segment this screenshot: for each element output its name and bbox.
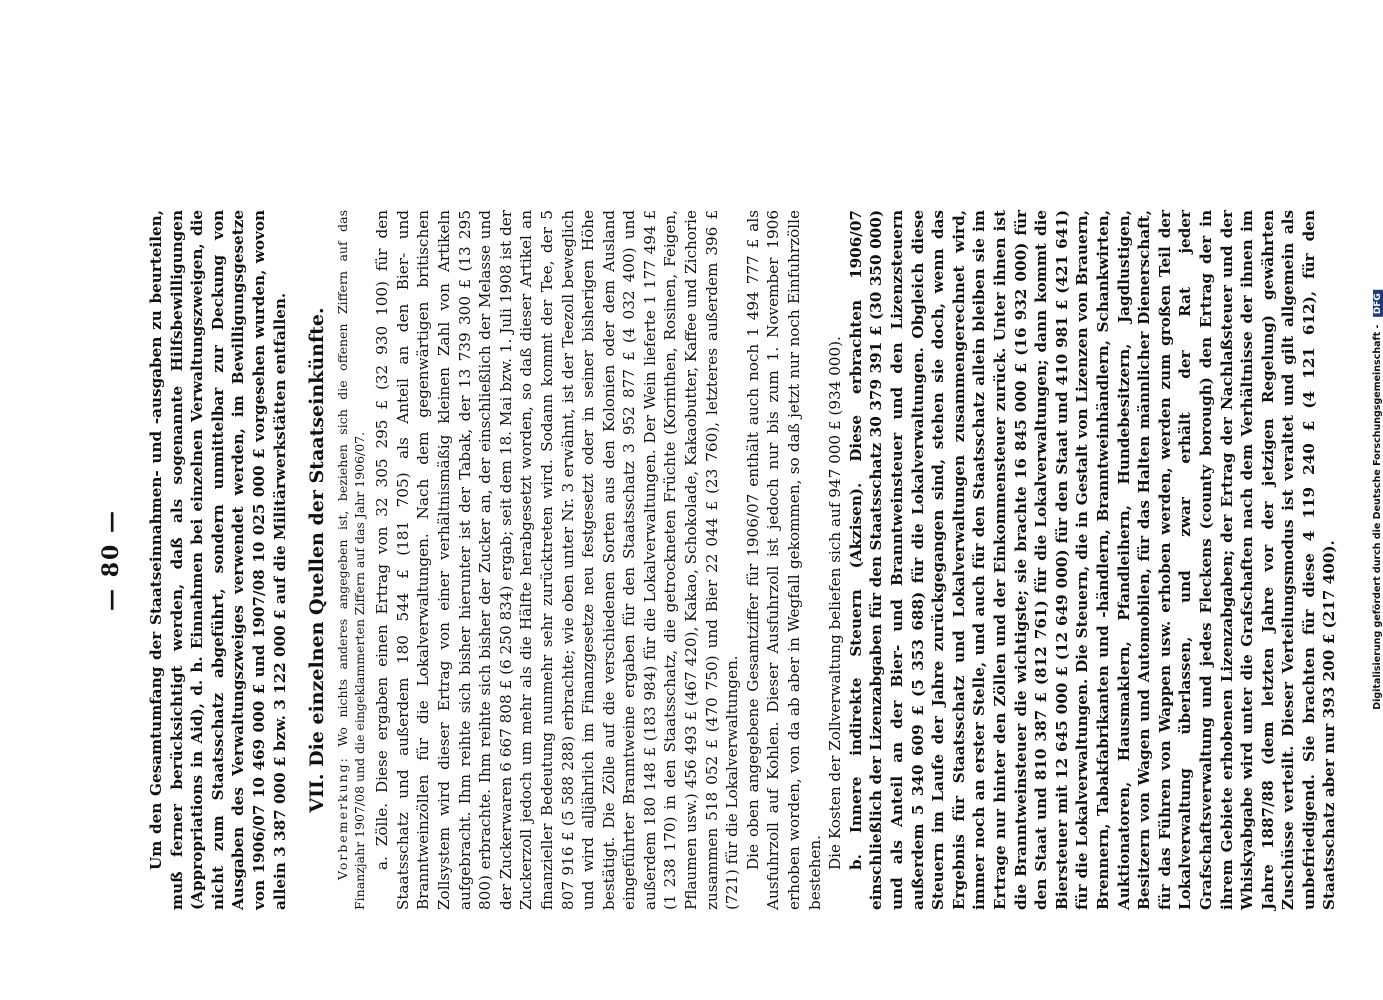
note-label: Vorbemerkung: <box>335 756 351 880</box>
paragraph-export-duty: Die oben angegebene Gesamtziffer für 1906/07 enthält auch noch 1 494 777 £ als Ausfuhrzoll auf Kohlen. Dieser Ausfuhrzoll ist jedoch nur bis zum 1. November 1906 erhoben worden, von da ab aber in Wegfall gekommen, so daß jetzt nur noch Einfuhrzölle bestehen. <box>743 210 824 910</box>
page-number: — 80 — <box>98 509 124 611</box>
credit-text: Digitalisierung gefördert durch die Deutsche Forschungsgemeinschaft - <box>1372 324 1383 710</box>
paragraph-customs: a. Zölle. Diese ergaben einen Ertrag von 32 305 295 £ (32 930 100) für den Staatsschatz und außerdem 180 544 £ (181 705) als Anteil an den Bier- und Branntweinzöllen für die Lokalverwaltungen. Nach dem gegenwärtigen britischen Zollsystem wird dieser Ertrag von einer verhältnismäßig kleinen Zahl von Artikeln aufgebracht. Ihm reihte sich bisher hierunter ist der Tabak, der 13 739 300 £ (13 295 800) erbrachte. Ihm reihte sich bisher der Zucker an, der einschließlich der Melasse und der Zuckerwaren 6 667 808 £ (6 250 834) ergab; seit dem 18. Mai bzw. 1. Juli 1908 ist der Zuckerzoll jedoch um mehr als die Hälfte herabgesetzt worden, so daß dieser Artikel an finanzieller Bedeutung nunmehr sehr zurücktreten wird. Sodann kommt der Tee, der 5 807 916 £ (5 588 288) erbrachte; wie oben unter Nr. 3 erwähnt, ist der Teezoll beweglich und wird alljährlich im Finanzgesetze neu festgesetzt oder in seiner bisherigen Höhe bestätigt. Die Zölle auf die verschiedenen Sorten aus den Kolonien oder dem Ausland eingeführter Branntweine ergaben für den Staatsschatz 3 952 877 £ (4 032 400) und außerdem 180 148 £ (183 984) für die Lokalverwaltungen. Der Wein lieferte 1 177 494 £ (1 238 170) in den Staatsschatz, die getrockneten Früchte (Korinthen, Rosinen, Feigen, Pflaumen usw.) 456 493 £ (467 420), Kakao, Schokolade, Kakaobutter, Kaffee und Zichorie zusammen 518 052 £ (470 750) und Bier 22 044 £ (23 760), letzteres außerdem 396 £ (721) für die Lokalverwaltungen. <box>373 210 742 910</box>
preliminary-note <box>334 210 368 910</box>
rotated-page <box>70 200 1339 920</box>
dfg-logo: DFG <box>1373 290 1383 317</box>
note-text: Wo nichts anderes angegeben ist, beziehen sich die offenen Ziffern auf das Finanzjahr 1907/08 und die eingeklammerten Ziffern auf das Jahr 1906/07. <box>335 210 368 910</box>
paragraph-excise: b. Innere indirekte Steuern (Akzisen). Diese erbrachten 1906/07 einschließlich der Lizenzabgaben für den Staatsschatz 30 379 391 £ (30 350 000) und als Anteil an der Bier- und Branntweinsteuer und den Lizenzsteuern außerdem 5 340 609 £ (5 353 688) für die Lokalverwaltungen. Obgleich diese Steuern im Laufe der Jahre zurückgegangen sind, stehen sie doch, wenn das Ergebnis für Staatsschatz und Lokalverwaltungen zusammengerechnet wird, immer noch an erster Stelle, und auch für den Staatsschatz allein bleiben sie im Ertrage nur hinter den Zöllen und der Einkommensteuer zurück. Unter ihnen ist die Branntweinsteuer die wichtigste; sie brachte 16 845 000 £ (16 932 000) für den Staat und 810 387 £ (812 761) für die Lokalverwaltungen; dann kommt die Biersteuer mit 12 645 000 £ (12 649 000) für den Staat und 410 981 £ (421 641) für die Lokalverwaltungen. Die Steuern, die in Gestalt von Lizenzen von Brauern, Brennern, Tabakfabrikanten und -händlern, Branntweinhändlern, Schankwirten, Auktionatoren, Hausmaklern, Pfandleihern, Hundebesitzern, Jagdlustigen, Besitzern von Wagen und Automobilen, für das Halten männlicher Dienerschaft, für das Führen von Wappen usw. erhoben werden, werden zum großen Teil der Lokalverwaltung überlassen, und zwar erhält der Rat jeder Grafschaftsverwaltung und jedes Fleckens (county borough) den Ertrag der in ihrem Gebiete erhobenen Lizenzabgaben; der Ertrag der Nachlaßsteuer und der Whiskyabgabe wird unter die Grafschaften nach dem Verhältnisse der ihnen im Jahre 1887/88 (dem letzten Jahre vor der jetzigen Regelung) gewährten Zuschüsse verteilt. Dieser Verteilungsmodus ist veraltet und gilt allgemein als unbefriedigend. Sie brachten für diese 4 119 240 £ (4 121 612), für den Staatsschatz aber nur 393 200 £ (217 400). <box>846 210 1339 910</box>
section-title: VII. Die einzelnen Quellen der Staatseinkünfte. <box>306 307 329 813</box>
digitization-credit <box>1372 290 1383 710</box>
intro-paragraph: Um den Gesamtumfang der Staatseinnahmen- und -ausgaben zu beurteilen, muß ferner berücksichtigt werden, daß als sogenannte Hilfsbewilligungen (Appropriations in Aid), d. h. Einnahmen bei einzelnen Verwaltungszweigen, die nicht zum Staatsschatz abgeführt, sondern unmittelbar zur Deckung von Ausgaben des Verwaltungszweiges verwendet werden, im Bewilligungsgesetze von 1906/07 10 469 000 £ und 1907/08 10 025 000 £ vorgesehen wurden, wovon allein 3 387 000 £ bzw. 3 122 000 £ auf die Militärwerkstätten entfallen. <box>147 210 289 910</box>
paragraph-customs-costs: Die Kosten der Zollverwaltung beliefen sich auf 947 000 £ (934 000). <box>826 336 845 870</box>
